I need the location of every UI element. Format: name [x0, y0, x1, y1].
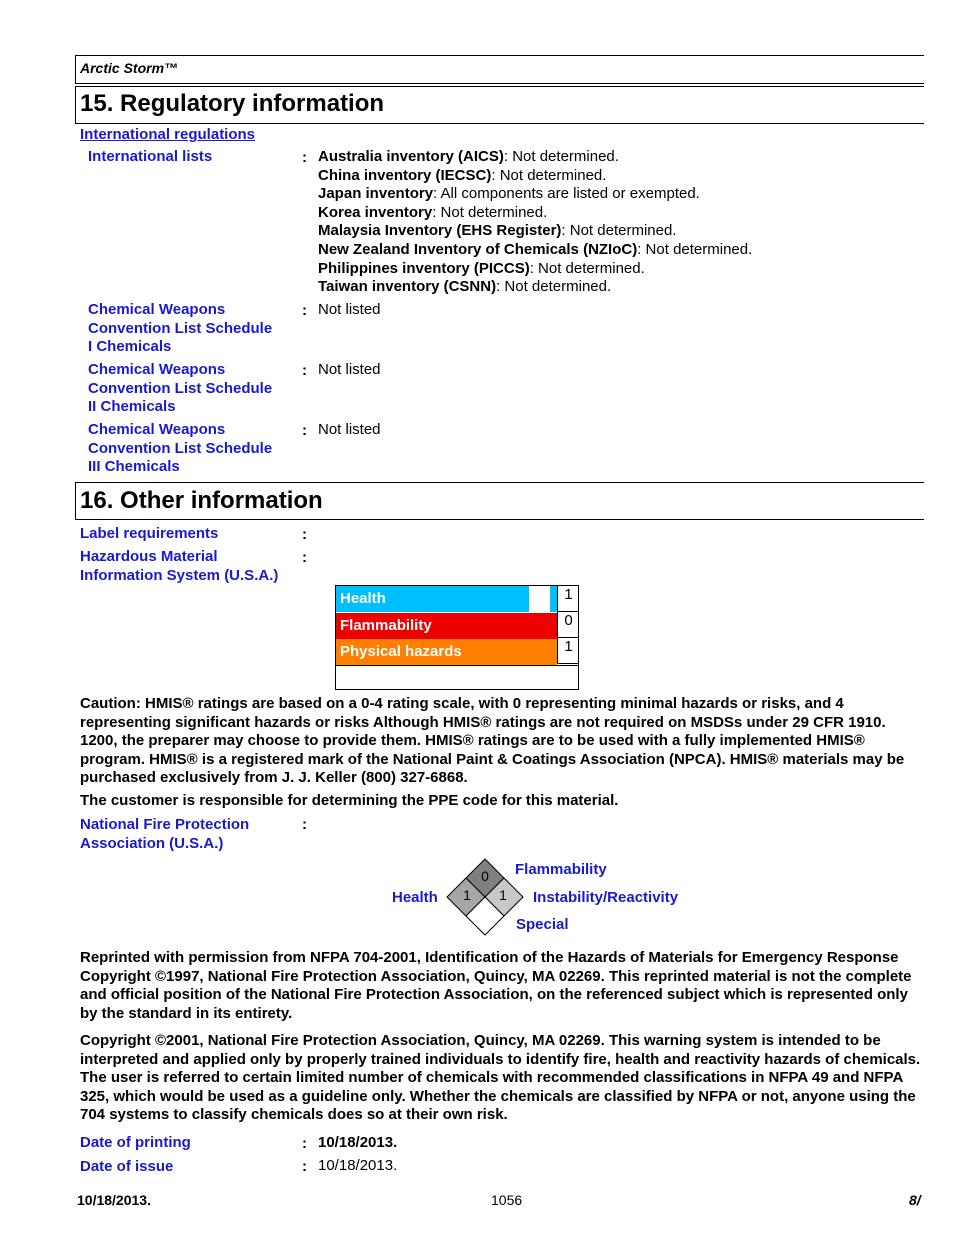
cwc-schedule-2-label: Chemical Weapons Convention List Schedule II Chemicals [88, 361, 273, 416]
nfpa-flammability-value: 0 [481, 868, 489, 884]
hmis-health-stripe [550, 586, 557, 612]
colon: : [302, 149, 307, 166]
inventory-item: Japan inventory: All components are listed or exempted. [318, 185, 700, 203]
nfpa-special-label: Special [516, 916, 569, 933]
section-16-title: 16. Other information [80, 487, 323, 514]
label-requirements-label: Label requirements [80, 525, 219, 542]
colon: : [302, 362, 307, 379]
footer-page-number: 1056 [491, 1192, 523, 1208]
inventory-item: Taiwan inventory (CSNN): Not determined. [318, 278, 612, 296]
hmis-health-row: Health [336, 586, 529, 612]
inventory-item: Australia inventory (AICS): Not determined. [318, 148, 619, 165]
nfpa-flammability-label: Flammability [515, 861, 607, 878]
inventory-item: China inventory (IECSC): Not determined. [318, 166, 607, 184]
section-15-title: 15. Regulatory information [80, 90, 385, 117]
hmis-divider [336, 665, 578, 666]
inventory-item: Philippines inventory (PICCS): Not determined. [318, 259, 645, 277]
nfpa-copyright-text: Copyright ©2001, National Fire Protection Association, Quincy, MA 02269. This warning system is intended to be interpreted and applied only by properly trained individuals to identify fire, health and reactivity hazards of chemicals. The user is referred to certain limited number of chemicals with recommended classifications in NFPA 49 and NFPA 325, which would be used as a guideline only. Whether the chemicals are classified by NFPA or not, anyone using the 704 systems to classify chemicals does so at their own risk. [80, 1032, 921, 1124]
colon: : [302, 422, 307, 439]
inventory-list [318, 148, 752, 297]
hmis-table [335, 585, 579, 690]
footer-page-right: 8/ [909, 1192, 921, 1208]
inventory-item: New Zealand Inventory of Chemicals (NZIoC): Not determined. [318, 240, 753, 258]
hmis-physical-value: 1 [557, 638, 579, 664]
colon: : [302, 302, 307, 319]
nfpa-instability-value: 1 [499, 887, 507, 903]
cwc-schedule-1-value: Not listed [318, 301, 381, 318]
cwc-schedule-1-label: Chemical Weapons Convention List Schedule I Chemicals [88, 301, 273, 356]
nfpa-reprint-text: Reprinted with permission from NFPA 704-2001, Identification of the Hazards of Materials for Emergency Response Copyright ©1997, National Fire Protection Association, Quincy, MA 02269. This reprinted material is not the complete and official position of the National Fire Protection Association, on the referenced subject which is represented only by the standard in its entirety. [80, 949, 912, 1022]
date-printing-value: 10/18/2013. [318, 1134, 398, 1151]
colon: : [302, 1135, 307, 1152]
hmis-flammability-value: 0 [557, 612, 579, 638]
intl-lists-label: International lists [88, 148, 213, 165]
inventory-item: Malaysia Inventory (EHS Register): Not determined. [318, 222, 677, 240]
intl-regulations-link[interactable]: International regulations [80, 126, 256, 143]
nfpa-health-value: 1 [463, 887, 471, 903]
ppe-text: The customer is responsible for determining the PPE code for this material. [80, 792, 619, 809]
colon: : [302, 1158, 307, 1175]
colon: : [302, 816, 307, 833]
hmis-health-value: 1 [557, 586, 579, 612]
nfpa-health-label: Health [392, 889, 438, 906]
nfpa-diamond [445, 857, 525, 937]
hmis-label: Hazardous Material Information System (U.S.A.) [80, 548, 279, 584]
inventory-item: Korea inventory: Not determined. [318, 203, 548, 221]
footer-date: 10/18/2013. [77, 1192, 151, 1208]
cwc-schedule-3-label: Chemical Weapons Convention List Schedule III Chemicals [88, 421, 273, 476]
date-issue-label: Date of issue [80, 1158, 174, 1175]
product-name: Arctic Storm™ [80, 60, 179, 76]
hmis-physical-row: Physical hazards [336, 639, 557, 665]
colon: : [302, 526, 307, 543]
nfpa-instability-label: Instability/Reactivity [533, 889, 679, 906]
hmis-flammability-row: Flammability [336, 613, 557, 639]
date-issue-value: 10/18/2013. [318, 1157, 398, 1174]
colon: : [302, 549, 307, 566]
date-printing-label: Date of printing [80, 1134, 191, 1151]
cwc-schedule-3-value: Not listed [318, 421, 381, 438]
cwc-schedule-2-value: Not listed [318, 361, 381, 378]
nfpa-label: National Fire Protection Association (U.S.A.) [80, 816, 250, 852]
product-header-box [75, 55, 924, 84]
hmis-health-white-gap [529, 586, 550, 612]
hmis-caution-text: Caution: HMIS® ratings are based on a 0-4 rating scale, with 0 representing minimal hazards or risks, and 4 representing significant hazards or risks Although HMIS® ratings are not required on MSDSs under 29 CFR 1910. 1200, the preparer may choose to provide them. HMIS® ratings are to be used with a fully implemented HMIS® program. HMIS® is a registered mark of the National Paint & Coatings Association (NPCA). HMIS® materials may be purchased exclusively from J. J. Keller (800) 327-6868. [80, 695, 905, 787]
